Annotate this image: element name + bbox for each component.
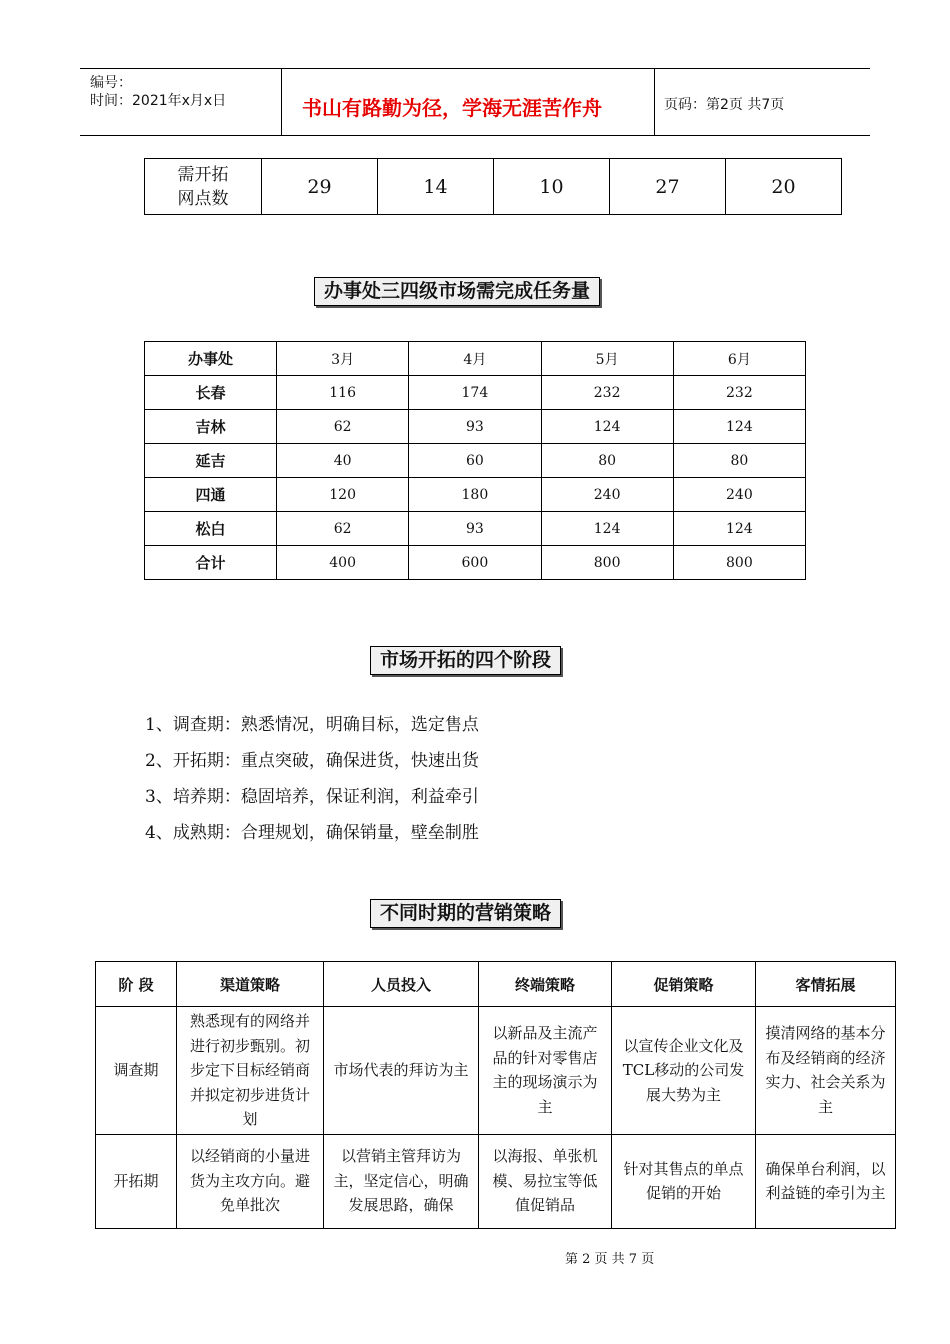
phase-item: 2、开拓期：重点突破，确保进货，快速出货 bbox=[145, 751, 479, 771]
column-header: 渠道策略 bbox=[177, 962, 324, 1007]
header-divider-left bbox=[281, 68, 282, 136]
office-name: 延吉 bbox=[145, 444, 277, 478]
task-value: 174 bbox=[409, 376, 541, 410]
phase-item: 1、调查期：熟悉情况，明确目标，选定售点 bbox=[145, 715, 479, 735]
task-section-title: 办事处三四级市场需完成任务量 bbox=[314, 277, 600, 306]
task-value: 232 bbox=[541, 376, 673, 410]
task-value: 62 bbox=[277, 512, 409, 546]
promotion-strategy: 以宣传企业文化及TCL移动的公司发展大势为主 bbox=[612, 1007, 756, 1135]
column-header: 5月 bbox=[541, 342, 673, 376]
header-motto: 书山有路勤为径，学海无涯苦作舟 bbox=[302, 96, 602, 120]
table-row bbox=[145, 410, 806, 444]
task-value: 80 bbox=[541, 444, 673, 478]
relations-development: 摸清网络的基本分布及经销商的经济实力、社会关系为主 bbox=[756, 1007, 896, 1135]
table-row-total bbox=[145, 546, 806, 580]
column-header: 4月 bbox=[409, 342, 541, 376]
network-points-label-text: 需开拓网点数 bbox=[177, 164, 229, 209]
network-points-cell: 27 bbox=[610, 159, 726, 215]
header-top-rule bbox=[80, 68, 870, 69]
table-header-row bbox=[145, 342, 806, 376]
network-points-cell: 10 bbox=[494, 159, 610, 215]
task-value: 240 bbox=[673, 478, 805, 512]
table-row bbox=[96, 1134, 896, 1228]
stage-name: 调查期 bbox=[96, 1007, 177, 1135]
office-name: 合计 bbox=[145, 546, 277, 580]
table-row bbox=[145, 444, 806, 478]
task-value: 93 bbox=[409, 410, 541, 444]
task-value: 124 bbox=[673, 512, 805, 546]
relations-development: 确保单台利润，以利益链的牵引为主 bbox=[756, 1134, 896, 1228]
phase-item: 3、培养期：稳固培养，保证利润，利益牵引 bbox=[145, 787, 479, 807]
task-value: 124 bbox=[541, 410, 673, 444]
column-header: 人员投入 bbox=[324, 962, 479, 1007]
task-volume-table bbox=[144, 341, 806, 580]
header-bottom-rule bbox=[80, 135, 870, 136]
task-value: 60 bbox=[409, 444, 541, 478]
document-date-label: 时间：2021年x月x日 bbox=[90, 93, 227, 109]
table-row bbox=[145, 376, 806, 410]
promotion-strategy: 针对其售点的单点促销的开始 bbox=[612, 1134, 756, 1228]
table-row bbox=[96, 1007, 896, 1135]
network-points-cell: 20 bbox=[726, 159, 842, 215]
document-number-label: 编号： bbox=[90, 75, 132, 91]
column-header: 客情拓展 bbox=[756, 962, 896, 1007]
strategy-section-title: 不同时期的营销策略 bbox=[370, 899, 561, 928]
task-value: 180 bbox=[409, 478, 541, 512]
task-value: 124 bbox=[673, 410, 805, 444]
task-value: 93 bbox=[409, 512, 541, 546]
table-row bbox=[145, 512, 806, 546]
task-value: 240 bbox=[541, 478, 673, 512]
task-value: 800 bbox=[541, 546, 673, 580]
network-points-label bbox=[145, 159, 262, 215]
column-header: 阶 段 bbox=[96, 962, 177, 1007]
task-value: 600 bbox=[409, 546, 541, 580]
page-header bbox=[80, 68, 870, 136]
task-value: 800 bbox=[673, 546, 805, 580]
task-value: 62 bbox=[277, 410, 409, 444]
strategy-table bbox=[95, 961, 896, 1229]
network-points-cell: 14 bbox=[378, 159, 494, 215]
network-points-cell: 29 bbox=[262, 159, 378, 215]
column-header: 6月 bbox=[673, 342, 805, 376]
column-header: 促销策略 bbox=[612, 962, 756, 1007]
table-header-row bbox=[96, 962, 896, 1007]
office-name: 吉林 bbox=[145, 410, 277, 444]
task-value: 120 bbox=[277, 478, 409, 512]
phases-section-title: 市场开拓的四个阶段 bbox=[370, 646, 561, 675]
header-divider-right bbox=[654, 68, 655, 136]
page-footer: 第 2 页 共 7 页 bbox=[565, 1252, 655, 1267]
staff-input: 市场代表的拜访为主 bbox=[324, 1007, 479, 1135]
task-value: 116 bbox=[277, 376, 409, 410]
task-value: 400 bbox=[277, 546, 409, 580]
column-header: 3月 bbox=[277, 342, 409, 376]
header-page-code: 页码：第2页 共7页 bbox=[664, 97, 785, 113]
office-name: 长春 bbox=[145, 376, 277, 410]
task-value: 232 bbox=[673, 376, 805, 410]
office-name: 松白 bbox=[145, 512, 277, 546]
column-header: 终端策略 bbox=[479, 962, 612, 1007]
table-row bbox=[145, 159, 842, 215]
task-value: 40 bbox=[277, 444, 409, 478]
channel-strategy: 以经销商的小量进货为主攻方向。避免单批次 bbox=[177, 1134, 324, 1228]
terminal-strategy: 以新品及主流产品的针对零售店主的现场演示为主 bbox=[479, 1007, 612, 1135]
task-value: 80 bbox=[673, 444, 805, 478]
column-header: 办事处 bbox=[145, 342, 277, 376]
office-name: 四通 bbox=[145, 478, 277, 512]
task-value: 124 bbox=[541, 512, 673, 546]
network-points-table bbox=[144, 158, 842, 215]
table-row bbox=[145, 478, 806, 512]
stage-name: 开拓期 bbox=[96, 1134, 177, 1228]
terminal-strategy: 以海报、单张机模、易拉宝等低值促销品 bbox=[479, 1134, 612, 1228]
staff-input: 以营销主管拜访为主，坚定信心，明确发展思路，确保 bbox=[324, 1134, 479, 1228]
phase-item: 4、成熟期：合理规划，确保销量，壁垒制胜 bbox=[145, 823, 479, 843]
channel-strategy: 熟悉现有的网络并进行初步甄别。初步定下目标经销商并拟定初步进货计划 bbox=[177, 1007, 324, 1135]
